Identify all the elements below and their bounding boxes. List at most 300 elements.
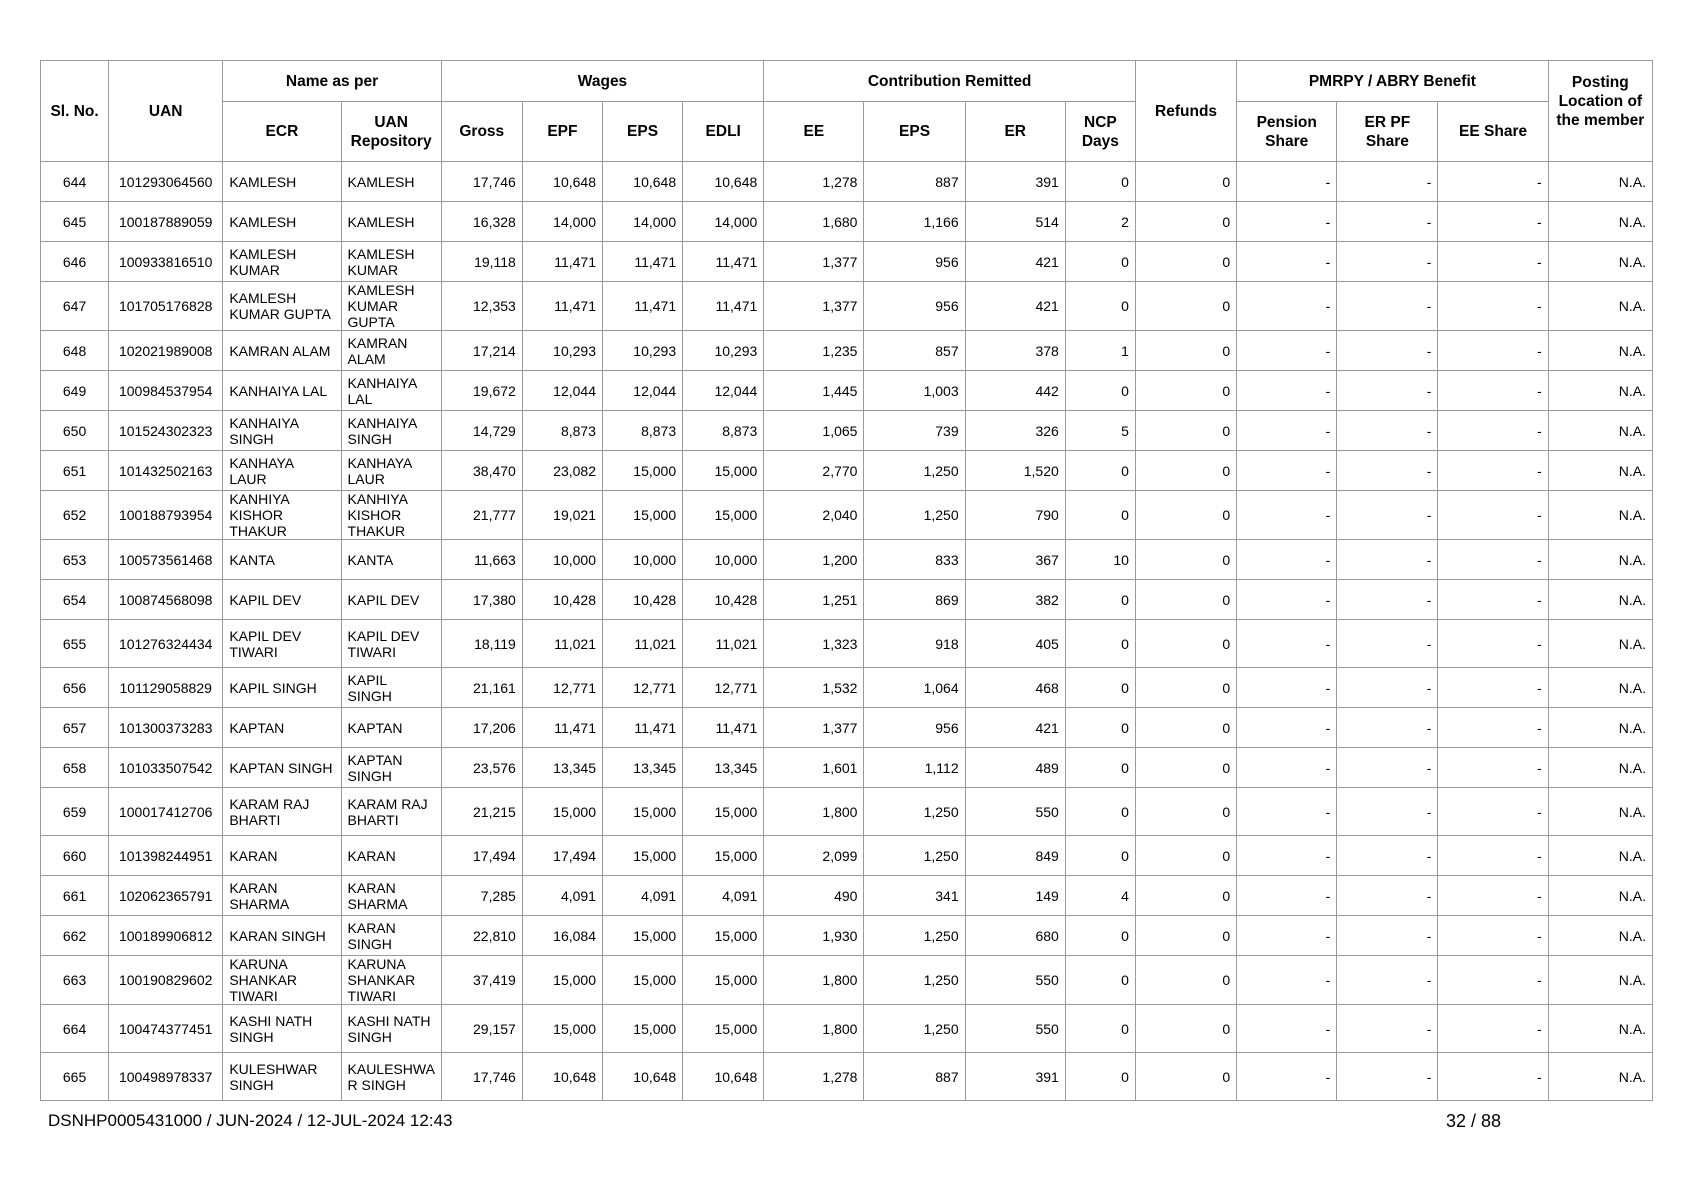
cell-pension-share: - [1237,668,1337,708]
cell-contribution-eps: 956 [864,242,965,282]
cell-epf: 10,000 [522,540,602,580]
cell-name-ecr: KANHIYA KISHOR THAKUR [223,491,341,540]
cell-gross: 17,214 [441,331,522,371]
cell-ee-share: - [1438,540,1548,580]
cell-gross: 21,777 [441,491,522,540]
cell-wages-eps: 11,021 [602,620,682,668]
cell-name-ecr: KAPIL DEV [223,580,341,620]
cell-wages-eps: 11,471 [602,282,682,331]
cell-wages-eps: 15,000 [602,836,682,876]
cell-gross: 29,157 [441,1005,522,1053]
cell-ncp-days: 0 [1065,788,1135,836]
cell-contribution-eps: 956 [864,708,965,748]
cell-ncp-days: 0 [1065,956,1135,1005]
cell-er-pf-share: - [1337,748,1438,788]
cell-ee: 1,278 [764,162,864,202]
cell-uan: 100189906812 [109,916,223,956]
cell-refunds: 0 [1135,540,1236,580]
cell-edli: 12,771 [683,668,764,708]
cell-sl-no: 647 [41,282,109,331]
cell-sl-no: 654 [41,580,109,620]
cell-pension-share: - [1237,491,1337,540]
cell-name-ecr: KAMLESH [223,162,341,202]
cell-uan: 100474377451 [109,1005,223,1053]
cell-contribution-eps: 1,166 [864,202,965,242]
cell-er-pf-share: - [1337,708,1438,748]
header-ecr: ECR [223,102,341,162]
cell-er-pf-share: - [1337,202,1438,242]
cell-wages-eps: 10,648 [602,162,682,202]
cell-ee-share: - [1438,748,1548,788]
cell-uan: 100933816510 [109,242,223,282]
cell-epf: 19,021 [522,491,602,540]
cell-pension-share: - [1237,282,1337,331]
cell-name-uan-repository: KARAM RAJ BHARTI [341,788,441,836]
cell-contribution-eps: 1,250 [864,1005,965,1053]
cell-wages-eps: 15,000 [602,916,682,956]
table-row [41,331,1653,371]
cell-name-uan-repository: KANTA [341,540,441,580]
cell-name-uan-repository: KANHIYA KISHOR THAKUR [341,491,441,540]
cell-er: 514 [965,202,1065,242]
cell-posting-location: N.A. [1548,1005,1652,1053]
cell-edli: 10,000 [683,540,764,580]
cell-er-pf-share: - [1337,1053,1438,1101]
cell-contribution-eps: 1,250 [864,491,965,540]
cell-refunds: 0 [1135,956,1236,1005]
cell-ee-share: - [1438,331,1548,371]
cell-name-uan-repository: KAPTAN [341,708,441,748]
cell-pension-share: - [1237,788,1337,836]
cell-contribution-eps: 833 [864,540,965,580]
cell-pension-share: - [1237,371,1337,411]
cell-ee: 1,930 [764,916,864,956]
cell-wages-eps: 10,000 [602,540,682,580]
cell-sl-no: 657 [41,708,109,748]
cell-er-pf-share: - [1337,876,1438,916]
cell-contribution-eps: 1,250 [864,916,965,956]
cell-ncp-days: 2 [1065,202,1135,242]
cell-er: 367 [965,540,1065,580]
cell-er: 468 [965,668,1065,708]
cell-ee-share: - [1438,282,1548,331]
cell-refunds: 0 [1135,748,1236,788]
cell-refunds: 0 [1135,788,1236,836]
cell-name-ecr: KAMLESH KUMAR GUPTA [223,282,341,331]
cell-contribution-eps: 1,064 [864,668,965,708]
header-er-pf-share: ER PF Share [1337,102,1438,162]
table-row [41,411,1653,451]
cell-ee: 2,099 [764,836,864,876]
cell-contribution-eps: 341 [864,876,965,916]
cell-gross: 23,576 [441,748,522,788]
cell-ncp-days: 0 [1065,580,1135,620]
cell-contribution-eps: 1,250 [864,788,965,836]
cell-er: 326 [965,411,1065,451]
header-ee: EE [764,102,864,162]
cell-pension-share: - [1237,202,1337,242]
cell-sl-no: 661 [41,876,109,916]
cell-pension-share: - [1237,836,1337,876]
cell-name-ecr: KAMRAN ALAM [223,331,341,371]
cell-er: 391 [965,162,1065,202]
cell-ee: 1,200 [764,540,864,580]
cell-epf: 13,345 [522,748,602,788]
cell-gross: 17,494 [441,836,522,876]
cell-uan: 100187889059 [109,202,223,242]
cell-name-ecr: KAMLESH [223,202,341,242]
cell-wages-eps: 15,000 [602,1005,682,1053]
table-row [41,708,1653,748]
cell-wages-eps: 10,293 [602,331,682,371]
cell-name-ecr: KARAN SHARMA [223,876,341,916]
cell-ee-share: - [1438,491,1548,540]
cell-posting-location: N.A. [1548,242,1652,282]
cell-edli: 15,000 [683,916,764,956]
cell-edli: 11,471 [683,242,764,282]
cell-ncp-days: 0 [1065,491,1135,540]
cell-posting-location: N.A. [1548,282,1652,331]
table-row [41,491,1653,540]
cell-ee: 1,377 [764,282,864,331]
cell-ncp-days: 5 [1065,411,1135,451]
cell-sl-no: 651 [41,451,109,491]
cell-ee-share: - [1438,451,1548,491]
cell-name-ecr: KANHAIYA SINGH [223,411,341,451]
cell-er-pf-share: - [1337,411,1438,451]
cell-pension-share: - [1237,1005,1337,1053]
cell-refunds: 0 [1135,580,1236,620]
cell-name-ecr: KARUNA SHANKAR TIWARI [223,956,341,1005]
cell-er-pf-share: - [1337,620,1438,668]
cell-contribution-eps: 956 [864,282,965,331]
table-row [41,748,1653,788]
cell-er-pf-share: - [1337,451,1438,491]
cell-epf: 11,021 [522,620,602,668]
cell-ee: 490 [764,876,864,916]
cell-posting-location: N.A. [1548,540,1652,580]
cell-ncp-days: 0 [1065,1053,1135,1101]
cell-name-uan-repository: KAPIL SINGH [341,668,441,708]
cell-uan: 100017412706 [109,788,223,836]
cell-contribution-eps: 1,112 [864,748,965,788]
table-row [41,876,1653,916]
cell-ee: 1,235 [764,331,864,371]
page-number: 32 / 88 [1446,1111,1502,1131]
cell-refunds: 0 [1135,916,1236,956]
cell-epf: 10,648 [522,162,602,202]
cell-ee-share: - [1438,956,1548,1005]
cell-sl-no: 648 [41,331,109,371]
cell-er: 849 [965,836,1065,876]
cell-sl-no: 663 [41,956,109,1005]
cell-epf: 11,471 [522,708,602,748]
cell-ncp-days: 0 [1065,916,1135,956]
cell-refunds: 0 [1135,708,1236,748]
cell-epf: 11,471 [522,282,602,331]
cell-name-uan-repository: KAMLESH [341,202,441,242]
cell-wages-eps: 15,000 [602,491,682,540]
cell-gross: 38,470 [441,451,522,491]
cell-sl-no: 655 [41,620,109,668]
cell-name-uan-repository: KARAN [341,836,441,876]
cell-name-ecr: KARAN SINGH [223,916,341,956]
cell-posting-location: N.A. [1548,876,1652,916]
cell-edli: 14,000 [683,202,764,242]
cell-name-uan-repository: KARAN SINGH [341,916,441,956]
cell-ncp-days: 0 [1065,836,1135,876]
table-row [41,580,1653,620]
cell-er-pf-share: - [1337,371,1438,411]
cell-contribution-eps: 739 [864,411,965,451]
cell-ncp-days: 10 [1065,540,1135,580]
cell-epf: 16,084 [522,916,602,956]
cell-edli: 4,091 [683,876,764,916]
header-edli: EDLI [683,102,764,162]
table-row [41,162,1653,202]
cell-uan: 102062365791 [109,876,223,916]
cell-wages-eps: 13,345 [602,748,682,788]
header-ncp-days: NCP Days [1065,102,1135,162]
cell-contribution-eps: 918 [864,620,965,668]
cell-refunds: 0 [1135,162,1236,202]
cell-name-uan-repository: KAMLESH KUMAR GUPTA [341,282,441,331]
cell-epf: 4,091 [522,876,602,916]
cell-ee: 2,040 [764,491,864,540]
cell-wages-eps: 4,091 [602,876,682,916]
cell-pension-share: - [1237,162,1337,202]
cell-er: 790 [965,491,1065,540]
cell-ee: 1,251 [764,580,864,620]
cell-er-pf-share: - [1337,668,1438,708]
cell-epf: 11,471 [522,242,602,282]
cell-gross: 19,672 [441,371,522,411]
cell-epf: 15,000 [522,956,602,1005]
cell-gross: 22,810 [441,916,522,956]
cell-edli: 10,648 [683,1053,764,1101]
cell-er: 421 [965,242,1065,282]
cell-sl-no: 653 [41,540,109,580]
cell-sl-no: 664 [41,1005,109,1053]
cell-gross: 21,161 [441,668,522,708]
header-gross: Gross [441,102,522,162]
cell-ee-share: - [1438,371,1548,411]
cell-uan: 100984537954 [109,371,223,411]
cell-refunds: 0 [1135,491,1236,540]
cell-wages-eps: 15,000 [602,788,682,836]
table-row [41,916,1653,956]
cell-uan: 101293064560 [109,162,223,202]
cell-name-uan-repository: KASHI NATH SINGH [341,1005,441,1053]
cell-uan: 100188793954 [109,491,223,540]
cell-er: 382 [965,580,1065,620]
cell-er-pf-share: - [1337,282,1438,331]
cell-epf: 10,293 [522,331,602,371]
header-name-as-per: Name as per [223,61,441,102]
cell-pension-share: - [1237,956,1337,1005]
cell-ee: 1,278 [764,1053,864,1101]
cell-edli: 15,000 [683,788,764,836]
cell-sl-no: 659 [41,788,109,836]
cell-edli: 10,428 [683,580,764,620]
cell-contribution-eps: 1,003 [864,371,965,411]
cell-pension-share: - [1237,748,1337,788]
cell-edli: 10,293 [683,331,764,371]
cell-refunds: 0 [1135,242,1236,282]
cell-name-uan-repository: KAPTAN SINGH [341,748,441,788]
cell-wages-eps: 8,873 [602,411,682,451]
cell-name-uan-repository: KANHAIYA LAL [341,371,441,411]
cell-edli: 13,345 [683,748,764,788]
cell-name-uan-repository: KARAN SHARMA [341,876,441,916]
header-sl-no: Sl. No. [41,61,109,162]
cell-gross: 17,206 [441,708,522,748]
cell-posting-location: N.A. [1548,836,1652,876]
cell-edli: 10,648 [683,162,764,202]
cell-refunds: 0 [1135,1053,1236,1101]
cell-posting-location: N.A. [1548,491,1652,540]
cell-ee-share: - [1438,1053,1548,1101]
cell-posting-location: N.A. [1548,708,1652,748]
cell-name-ecr: KAPIL SINGH [223,668,341,708]
cell-ee-share: - [1438,1005,1548,1053]
cell-pension-share: - [1237,580,1337,620]
cell-epf: 12,771 [522,668,602,708]
cell-ee-share: - [1438,411,1548,451]
cell-posting-location: N.A. [1548,202,1652,242]
cell-ncp-days: 0 [1065,242,1135,282]
cell-contribution-eps: 1,250 [864,836,965,876]
cell-gross: 37,419 [441,956,522,1005]
cell-uan: 100573561468 [109,540,223,580]
cell-refunds: 0 [1135,282,1236,331]
table-row [41,202,1653,242]
cell-gross: 17,380 [441,580,522,620]
cell-er: 1,520 [965,451,1065,491]
cell-refunds: 0 [1135,371,1236,411]
cell-sl-no: 650 [41,411,109,451]
cell-gross: 16,328 [441,202,522,242]
cell-epf: 10,648 [522,1053,602,1101]
cell-er-pf-share: - [1337,580,1438,620]
cell-posting-location: N.A. [1548,331,1652,371]
cell-gross: 7,285 [441,876,522,916]
cell-ncp-days: 0 [1065,620,1135,668]
header-er: ER [965,102,1065,162]
cell-pension-share: - [1237,242,1337,282]
header-ee-share: EE Share [1438,102,1548,162]
header-pension-share: Pension Share [1237,102,1337,162]
cell-pension-share: - [1237,620,1337,668]
cell-ee: 1,601 [764,748,864,788]
cell-er-pf-share: - [1337,1005,1438,1053]
cell-contribution-eps: 857 [864,331,965,371]
cell-uan: 102021989008 [109,331,223,371]
cell-ee: 1,800 [764,956,864,1005]
cell-ncp-days: 0 [1065,162,1135,202]
cell-ee: 1,323 [764,620,864,668]
cell-er-pf-share: - [1337,540,1438,580]
table-row [41,451,1653,491]
cell-ee-share: - [1438,836,1548,876]
cell-wages-eps: 15,000 [602,451,682,491]
cell-refunds: 0 [1135,620,1236,668]
cell-sl-no: 665 [41,1053,109,1101]
header-posting-location: Posting Location of the member [1548,61,1652,162]
cell-er: 421 [965,282,1065,331]
cell-epf: 15,000 [522,1005,602,1053]
cell-wages-eps: 10,428 [602,580,682,620]
cell-edli: 15,000 [683,491,764,540]
cell-ncp-days: 0 [1065,282,1135,331]
cell-ncp-days: 1 [1065,331,1135,371]
cell-uan: 101432502163 [109,451,223,491]
cell-name-ecr: KAPTAN [223,708,341,748]
header-uan-repository: UAN Repository [341,102,441,162]
cell-ncp-days: 0 [1065,371,1135,411]
cell-ncp-days: 0 [1065,451,1135,491]
cell-er: 405 [965,620,1065,668]
cell-er-pf-share: - [1337,788,1438,836]
cell-ee-share: - [1438,580,1548,620]
cell-posting-location: N.A. [1548,668,1652,708]
table-row [41,788,1653,836]
cell-er-pf-share: - [1337,836,1438,876]
cell-er: 442 [965,371,1065,411]
cell-name-ecr: KANHAYA LAUR [223,451,341,491]
cell-uan: 101300373283 [109,708,223,748]
cell-epf: 14,000 [522,202,602,242]
cell-name-ecr: KAPTAN SINGH [223,748,341,788]
cell-refunds: 0 [1135,668,1236,708]
cell-name-uan-repository: KAPIL DEV [341,580,441,620]
cell-ncp-days: 0 [1065,748,1135,788]
header-pmrpy-abry: PMRPY / ABRY Benefit [1237,61,1549,102]
cell-pension-share: - [1237,708,1337,748]
table-row [41,668,1653,708]
cell-ee: 1,532 [764,668,864,708]
cell-pension-share: - [1237,916,1337,956]
cell-ee: 1,800 [764,1005,864,1053]
cell-epf: 12,044 [522,371,602,411]
cell-ee: 1,065 [764,411,864,451]
cell-posting-location: N.A. [1548,620,1652,668]
cell-er: 149 [965,876,1065,916]
header-wages-eps: EPS [602,102,682,162]
cell-uan: 101033507542 [109,748,223,788]
cell-uan: 100874568098 [109,580,223,620]
cell-posting-location: N.A. [1548,371,1652,411]
cell-sl-no: 646 [41,242,109,282]
cell-ee: 1,445 [764,371,864,411]
cell-name-uan-repository: KAPIL DEV TIWARI [341,620,441,668]
cell-er-pf-share: - [1337,331,1438,371]
cell-posting-location: N.A. [1548,451,1652,491]
cell-sl-no: 660 [41,836,109,876]
cell-sl-no: 662 [41,916,109,956]
cell-uan: 101524302323 [109,411,223,451]
cell-contribution-eps: 1,250 [864,956,965,1005]
cell-wages-eps: 12,771 [602,668,682,708]
cell-sl-no: 644 [41,162,109,202]
cell-er: 391 [965,1053,1065,1101]
cell-er: 550 [965,1005,1065,1053]
cell-er-pf-share: - [1337,916,1438,956]
cell-er: 550 [965,788,1065,836]
table-row [41,956,1653,1005]
cell-name-uan-repository: KAULESHWA R SINGH [341,1053,441,1101]
cell-ncp-days: 4 [1065,876,1135,916]
